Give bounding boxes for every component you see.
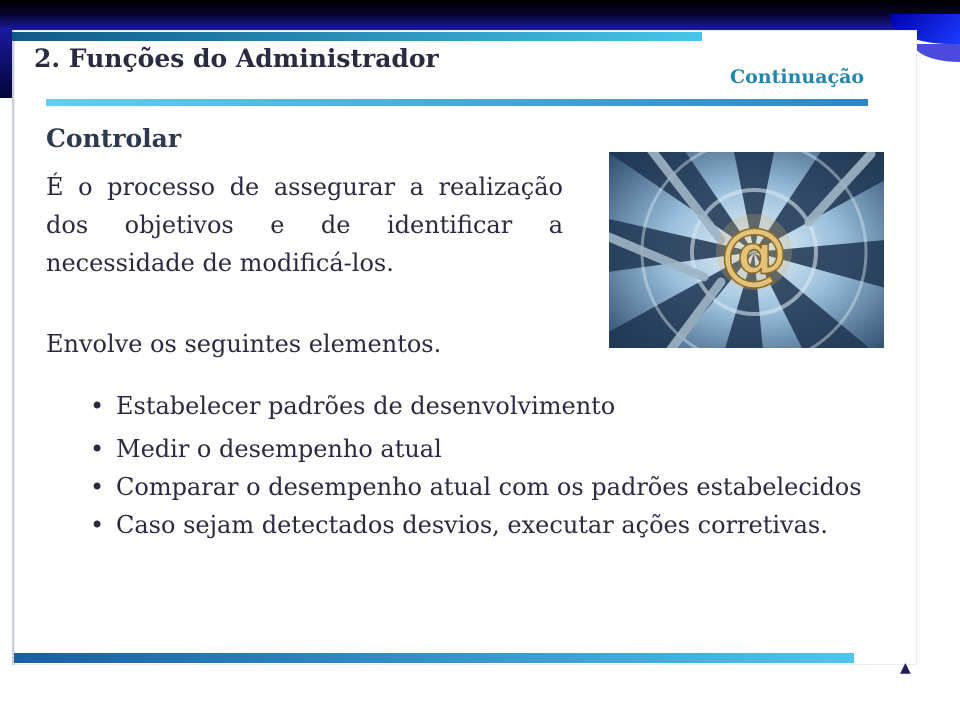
- section-heading: Controlar: [46, 124, 182, 153]
- continuation-label: Continuação: [730, 66, 865, 88]
- dartboard-at-sign-icon: [609, 152, 884, 348]
- list-item: • Medir o desempenho atual: [90, 435, 442, 463]
- list-item: • Comparar o desempenho atual com os padrões estabelecidos: [90, 473, 862, 501]
- list-item: • Estabelecer padrões de desenvolvimento: [90, 392, 616, 420]
- list-item: • Caso sejam detectados desvios, executar ações corretivas.: [90, 511, 828, 539]
- bullet-icon: •: [90, 392, 105, 420]
- definition-paragraph: É o processo de assegurar a realização dos objetivos e de identificar a necessidade de modificá-los.: [46, 173, 563, 277]
- bullet-icon: •: [90, 473, 105, 501]
- at-sign-symbol: @: [720, 214, 788, 293]
- dartboard-picture: [609, 152, 884, 348]
- elements-list: [90, 392, 862, 549]
- header-rule: [46, 99, 868, 106]
- bullet-icon: •: [90, 511, 105, 539]
- slide-title: 2. Funções do Administrador: [34, 44, 439, 73]
- window-top-band: [0, 0, 960, 30]
- slide-top-bar: [12, 32, 702, 41]
- elements-intro: Envolve os seguintes elementos.: [46, 330, 442, 358]
- frame-right-swoosh-shadow: [914, 44, 960, 62]
- corner-mark: ▲: [900, 660, 911, 676]
- bullet-icon: •: [90, 435, 105, 463]
- slide-bottom-bar: [14, 653, 854, 663]
